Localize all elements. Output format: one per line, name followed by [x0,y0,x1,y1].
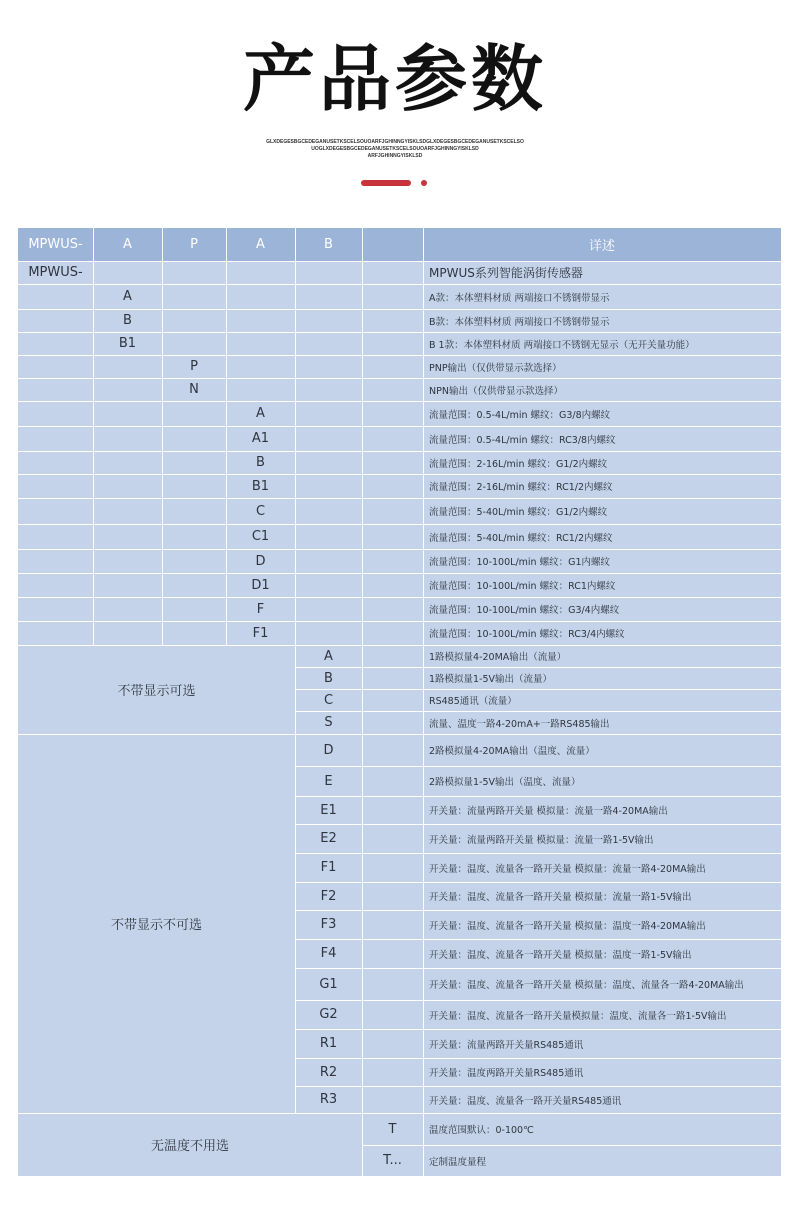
header-detail: 详述 [423,228,781,261]
detail-cell: 开关量：温度、流量各一路开关量 模拟量：温度一路4-20MA输出 [423,910,781,939]
table-cell [93,261,162,284]
table-cell [18,401,93,426]
table-cell-empty [362,378,423,401]
code-cell: A [295,645,362,667]
grid-line [362,645,363,734]
table-cell: B [93,309,162,332]
group-label: 无温度不用选 [18,1113,362,1176]
grid-line [295,1029,781,1030]
header-model: MPWUS- [18,228,93,261]
detail-cell: 开关量：流量两路开关量 模拟量：流量一路1-5V输出 [423,824,781,853]
header-col-p: P [162,228,226,261]
table-cell [295,498,362,524]
detail-cell: 开关量：温度、流量各一路开关量 模拟量：温度一路1-5V输出 [423,939,781,968]
table-cell [162,621,226,645]
detail-cell: PNP输出（仅供带显示款选择） [423,355,781,378]
table-cell [295,284,362,309]
table-cell [18,549,93,573]
grid-line [18,621,781,622]
subtitle-line: GLXDEGESBGCEDEGANUSETKSCELSOUOARFJGHINNGYISKLSDGLXDEGESBGCEDEGANUSETKSCELSO [266,139,524,145]
table-cell [295,474,362,498]
detail-cell: 1路模拟量4-20MA输出（流量） [423,645,781,667]
table-cell [93,401,162,426]
code-cell: F1 [295,853,362,882]
table-cell [93,621,162,645]
table-cell-empty [362,549,423,573]
table-cell: A [226,401,295,426]
detail-cell: NPN输出（仅供带显示款选择） [423,378,781,401]
table-cell [295,524,362,549]
table-cell: P [162,355,226,378]
grid-line [162,228,163,261]
detail-cell: 流量范围：2-16L/min 螺纹：RC1/2内螺纹 [423,474,781,498]
table-cell [295,261,362,284]
grid-line [18,401,781,402]
table-cell [226,309,295,332]
table-cell [226,355,295,378]
grid-line [18,355,781,356]
table-cell [18,474,93,498]
code-cell: D [295,734,362,766]
code-cell: G2 [295,1000,362,1029]
table-cell-empty [362,524,423,549]
table-cell [162,498,226,524]
grid-line [295,711,781,712]
header-col-a2: A [226,228,295,261]
table-cell [18,378,93,401]
grid-line [423,734,424,1113]
grid-line [226,261,227,645]
table-cell-empty [362,451,423,474]
table-cell [295,451,362,474]
table-cell [18,621,93,645]
table-cell [18,332,93,355]
grid-line [295,939,781,940]
grid-line [93,228,94,261]
table-cell-empty [362,910,423,939]
table-cell [295,355,362,378]
table-cell-empty [362,332,423,355]
detail-cell: 流量范围：0.5-4L/min 螺纹：G3/8内螺纹 [423,401,781,426]
detail-cell: 温度范围默认：0-100℃ [423,1113,781,1145]
detail-cell: 开关量：温度、流量各一路开关量 模拟量：温度、流量各一路4-20MA输出 [423,968,781,1000]
table-cell [93,498,162,524]
grid-line [18,573,781,574]
table-cell-empty [362,284,423,309]
table-cell: N [162,378,226,401]
grid-line [18,309,781,310]
table-cell [162,524,226,549]
table-cell [295,549,362,573]
table-cell-empty [362,766,423,796]
grid-line [295,1086,781,1087]
table-cell: D [226,549,295,573]
detail-cell: 流量范围：10-100L/min 螺纹：G1内螺纹 [423,549,781,573]
table-cell [18,573,93,597]
detail-cell: 流量、温度一路4-20mA+一路RS485输出 [423,711,781,734]
code-cell: F2 [295,882,362,910]
grid-line [362,261,363,645]
table-cell [162,573,226,597]
code-cell: E2 [295,824,362,853]
table-cell: B1 [93,332,162,355]
code-cell: C [295,689,362,711]
grid-line [18,378,781,379]
table-cell-empty [362,498,423,524]
decoration-bar [361,180,411,186]
grid-line [295,796,781,797]
detail-cell: 定制温度量程 [423,1145,781,1176]
table-cell-empty [362,939,423,968]
table-cell [93,597,162,621]
detail-cell: B 1款：本体塑料材质 两端接口不锈钢无显示（无开关量功能） [423,332,781,355]
table-cell [93,573,162,597]
table-cell-empty [362,621,423,645]
grid-line [295,645,296,734]
table-cell-empty [362,474,423,498]
page-title: 产品参数 [242,37,547,121]
grid-line [18,597,781,598]
detail-cell: 开关量：流量两路开关量 模拟量：流量一路4-20MA输出 [423,796,781,824]
grid-line [162,261,163,645]
grid-line [18,549,781,550]
grid-line [295,853,781,854]
table-cell-empty [362,882,423,910]
table-cell [162,451,226,474]
table-cell [162,597,226,621]
grid-line [423,228,424,261]
table-cell [226,261,295,284]
grid-line [295,1058,781,1059]
subtitle-line: ARFJGHINNGYISKLSD [367,153,423,159]
table-cell [18,355,93,378]
code-cell: S [295,711,362,734]
grid-line [18,426,781,427]
grid-line [18,451,781,452]
table-cell [226,332,295,355]
code-cell: R2 [295,1058,362,1086]
grid-line [295,689,781,690]
table-cell [162,549,226,573]
table-cell [295,573,362,597]
table-cell [18,597,93,621]
grid-line [295,968,781,969]
table-cell-empty [362,667,423,689]
code-cell: G1 [295,968,362,1000]
code-cell: B [295,667,362,689]
table-cell-empty [362,309,423,332]
grid-line [295,734,296,1113]
group-label: 不带显示不可选 [18,734,295,1113]
table-cell-empty [362,968,423,1000]
grid-line [18,261,781,262]
table-cell [295,309,362,332]
decoration-dot [421,180,427,186]
grid-line [18,498,781,499]
code-cell: E [295,766,362,796]
table-cell-empty [362,1029,423,1058]
detail-cell: 流量范围：10-100L/min 螺纹：RC1内螺纹 [423,573,781,597]
header-col-blank [362,228,423,261]
code-cell: R1 [295,1029,362,1058]
grid-line [295,882,781,883]
table-cell-empty [362,261,423,284]
grid-line [295,261,296,645]
detail-cell: 开关量：温度、流量各一路开关量模拟量：温度、流量各一路1-5V输出 [423,1000,781,1029]
table-cell [93,451,162,474]
table-cell: C [226,498,295,524]
table-cell [162,284,226,309]
table-cell [18,524,93,549]
table-cell-empty [362,711,423,734]
detail-cell: 开关量：流量两路开关量RS485通讯 [423,1029,781,1058]
table-cell [18,451,93,474]
subtitle-text [0,139,790,160]
grid-line [18,332,781,333]
table-cell [93,355,162,378]
grid-line [18,645,781,646]
table-cell [18,498,93,524]
table-cell: A [93,284,162,309]
detail-cell: 流量范围：2-16L/min 螺纹：G1/2内螺纹 [423,451,781,474]
table-cell [93,426,162,451]
detail-cell: B款：本体塑料材质 两端接口不锈钢带显示 [423,309,781,332]
table-cell [295,401,362,426]
grid-line [423,261,424,645]
grid-line [18,474,781,475]
table-cell [295,332,362,355]
grid-line [295,1000,781,1001]
group-label: 不带显示可选 [18,645,295,734]
table-cell [162,426,226,451]
grid-line [295,228,296,261]
table-cell-empty [362,573,423,597]
detail-cell: 开关量：温度、流量各一路开关量 模拟量：流量一路4-20MA输出 [423,853,781,882]
table-cell [18,284,93,309]
parameter-table [18,228,781,1176]
grid-line [18,1113,781,1114]
table-cell: MPWUS- [18,261,93,284]
detail-cell: RS485通讯（流量） [423,689,781,711]
table-cell [295,621,362,645]
grid-line [18,284,781,285]
detail-cell: 2路模拟量4-20MA输出（温度、流量） [423,734,781,766]
table-cell [295,597,362,621]
detail-cell: 开关量：温度两路开关量RS485通讯 [423,1058,781,1086]
detail-cell: 流量范围：10-100L/min 螺纹：RC3/4内螺纹 [423,621,781,645]
table-cell [226,284,295,309]
code-cell: E1 [295,796,362,824]
grid-line [295,910,781,911]
grid-line [362,734,363,1113]
table-cell-empty [362,426,423,451]
table-cell [162,401,226,426]
code-cell: F3 [295,910,362,939]
table-cell-empty [362,645,423,667]
table-cell [162,309,226,332]
table-cell-empty [362,853,423,882]
table-cell-empty [362,1086,423,1113]
table-cell-empty [362,796,423,824]
table-cell-empty [362,824,423,853]
table-cell [162,261,226,284]
detail-cell: 2路模拟量1-5V输出（温度、流量） [423,766,781,796]
detail-cell: 流量范围：5-40L/min 螺纹：G1/2内螺纹 [423,498,781,524]
grid-line [18,734,781,735]
table-cell: F [226,597,295,621]
table-cell-empty [362,401,423,426]
table-cell [18,309,93,332]
detail-cell: 流量范围：0.5-4L/min 螺纹：RC3/8内螺纹 [423,426,781,451]
grid-line [423,1113,424,1176]
table-cell [295,426,362,451]
detail-cell: 1路模拟量1-5V输出（流量） [423,667,781,689]
table-cell: B [226,451,295,474]
table-cell-empty [362,1058,423,1086]
detail-cell: 开关量：温度、流量各一路开关量 模拟量：流量一路1-5V输出 [423,882,781,910]
grid-line [295,667,781,668]
grid-line [362,228,363,261]
table-cell [295,378,362,401]
table-cell [162,474,226,498]
grid-line [362,1145,781,1146]
table-cell: F1 [226,621,295,645]
header-col-b: B [295,228,362,261]
table-cell [18,426,93,451]
table-cell [93,378,162,401]
grid-line [295,824,781,825]
grid-line [423,645,424,734]
table-cell: C1 [226,524,295,549]
grid-line [93,261,94,645]
table-cell-empty [362,597,423,621]
table-cell-empty [362,689,423,711]
code-cell: T... [362,1145,423,1176]
grid-line [362,1113,363,1176]
title-decoration [361,178,431,188]
detail-cell: 流量范围：5-40L/min 螺纹：RC1/2内螺纹 [423,524,781,549]
detail-cell: A款：本体塑料材质 两端接口不锈钢带显示 [423,284,781,309]
code-cell: R3 [295,1086,362,1113]
grid-line [295,766,781,767]
table-cell [162,332,226,355]
table-cell [226,378,295,401]
table-cell-empty [362,355,423,378]
table-cell: A1 [226,426,295,451]
detail-cell: 流量范围：10-100L/min 螺纹：G3/4内螺纹 [423,597,781,621]
header-col-a: A [93,228,162,261]
table-cell [93,524,162,549]
detail-cell: 开关量：温度、流量各一路开关量RS485通讯 [423,1086,781,1113]
detail-cell: MPWUS系列智能涡街传感器 [423,261,781,284]
table-cell-empty [362,734,423,766]
grid-line [18,524,781,525]
grid-line [226,228,227,261]
code-cell: F4 [295,939,362,968]
table-cell [93,549,162,573]
table-cell: D1 [226,573,295,597]
code-cell: T [362,1113,423,1145]
table-cell: B1 [226,474,295,498]
subtitle-line: UOGLXDEGESBGCEDEGANUSETKSCELSOUOARFJGHINNGYISKLSD [311,146,479,152]
table-cell-empty [362,1000,423,1029]
table-cell [93,474,162,498]
